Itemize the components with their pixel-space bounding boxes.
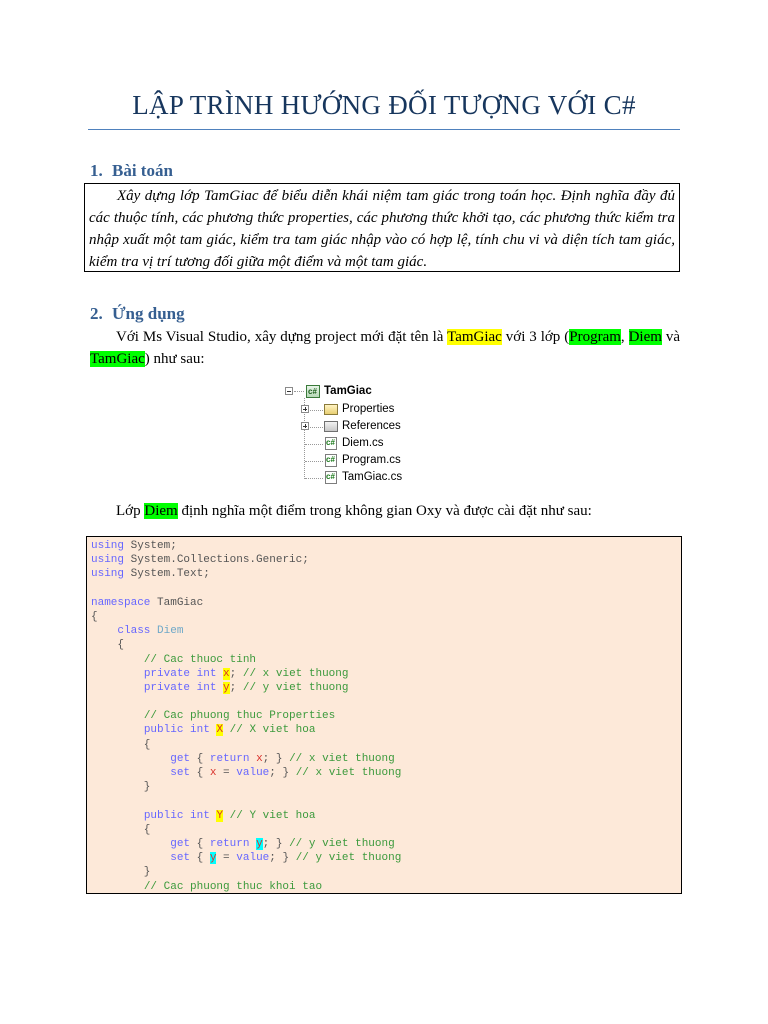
diem-intro-paragraph <box>90 500 680 522</box>
problem-text: Xây dựng lớp TamGiac để biểu diễn khái niệm tam giác trong toán học. Định nghĩa đầy đủ các thuộc tính, các phương thức properties, các phương thức khởi tạo, các phương thức kiểm tra nhập xuất một tam giác, kiểm tra tam giác nhập vào có hợp lệ, tính chu vi và diện tích tam giác, kiểm tra vị trí tương đối giữa một điểm và một tam giác. <box>89 188 675 270</box>
code-text: ; } <box>262 837 290 850</box>
code-line <box>91 837 681 851</box>
code-listing <box>86 536 682 894</box>
code-line: { <box>91 639 125 652</box>
code-keyword: value <box>236 852 270 865</box>
text-run: định nghĩa một điểm trong không gian Oxy và được cài đặt như sau: <box>177 503 592 519</box>
problem-statement-box <box>84 183 680 272</box>
code-comment: // Cac phuong thuc khoi tao <box>143 880 323 893</box>
code-keyword: set <box>170 767 191 779</box>
tree-item-label: TamGiac <box>324 385 372 397</box>
tree-guide-line <box>305 444 323 445</box>
code-field-highlight: x <box>223 667 230 680</box>
highlight-class-program: Program <box>569 329 621 345</box>
expand-icon[interactable] <box>301 405 309 413</box>
code-line <box>91 752 681 766</box>
code-field-highlight: y <box>209 852 217 865</box>
section-number: 2. <box>90 304 103 323</box>
code-keyword: using <box>91 540 125 552</box>
csharp-project-icon <box>306 385 320 398</box>
tree-guide-line <box>305 461 323 462</box>
code-line <box>91 851 681 865</box>
code-keyword: return <box>209 752 250 765</box>
code-line <box>91 553 681 567</box>
tree-guide-line <box>305 478 323 479</box>
code-text <box>223 810 230 822</box>
tree-item-label: Properties <box>342 403 395 415</box>
references-folder-icon <box>324 421 338 432</box>
code-field: x <box>256 752 263 765</box>
code-text: System.Text; <box>124 568 210 581</box>
code-comment: // x viet thuong <box>242 667 349 680</box>
code-line: { <box>91 823 151 836</box>
code-line: { <box>91 738 151 751</box>
solution-explorer-tree <box>284 381 434 487</box>
code-keyword: private int <box>143 667 217 680</box>
code-keyword: get <box>170 837 191 850</box>
code-line <box>91 667 681 681</box>
section-title: Bài toán <box>112 161 173 180</box>
code-line <box>91 880 681 894</box>
tree-item-label: Diem.cs <box>342 437 384 449</box>
text-run: , <box>620 329 629 345</box>
code-keyword: namespace <box>91 596 151 609</box>
code-indent <box>91 668 144 680</box>
code-text: = <box>216 767 237 779</box>
code-field-highlight: y <box>256 837 263 850</box>
code-line <box>91 709 681 723</box>
code-indent <box>91 838 170 850</box>
code-indent <box>91 710 144 722</box>
text-run: Với Ms Visual Studio, xây dựng project mới đặt tên là <box>116 329 448 345</box>
code-indent <box>91 724 144 736</box>
highlight-class-diem: Diem <box>628 329 662 345</box>
code-field: x <box>209 767 217 779</box>
expand-icon[interactable] <box>301 422 309 430</box>
code-keyword: class <box>117 625 151 638</box>
code-text: System; <box>124 540 177 552</box>
code-text: TamGiac <box>150 596 204 609</box>
code-field-highlight: y <box>223 681 230 694</box>
code-keyword: using <box>91 568 125 581</box>
code-property-highlight: Y <box>216 809 224 822</box>
code-text: { <box>190 767 210 779</box>
csharp-file-icon <box>325 437 337 450</box>
code-text: ; } <box>262 752 290 765</box>
code-line <box>91 624 681 638</box>
code-line <box>91 653 681 667</box>
code-text: ; <box>229 667 243 680</box>
code-keyword: using <box>91 554 125 567</box>
code-keyword: get <box>170 752 191 765</box>
highlight-class-diem: Diem <box>144 503 178 519</box>
page-title: LẬP TRÌNH HƯỚNG ĐỐI TƯỢNG VỚI C# <box>132 90 636 120</box>
code-comment: // Cac thuoc tinh <box>143 653 257 666</box>
code-text: { <box>190 837 210 850</box>
highlight-project-name: TamGiac <box>447 329 502 345</box>
code-indent <box>91 753 170 765</box>
code-indent <box>91 654 144 666</box>
code-line-blank <box>91 582 681 596</box>
code-line <box>91 539 681 553</box>
text-run: với 3 lớp ( <box>501 329 570 345</box>
code-indent <box>91 625 117 637</box>
intro-paragraph <box>90 326 680 370</box>
code-text: { <box>190 752 210 765</box>
code-line <box>91 596 681 610</box>
code-comment: // Y viet hoa <box>229 809 316 822</box>
code-keyword: public int <box>143 809 210 822</box>
code-line-blank <box>91 794 681 808</box>
title-rule <box>88 129 680 130</box>
code-keyword: set <box>170 852 191 865</box>
code-indent <box>91 881 144 893</box>
code-property-highlight: X <box>216 724 224 737</box>
collapse-icon[interactable] <box>285 387 293 395</box>
tree-item-label: TamGiac.cs <box>342 471 403 483</box>
code-line <box>91 766 681 780</box>
tree-item-label: References <box>342 420 401 432</box>
code-keyword: private int <box>143 681 217 694</box>
csharp-file-icon <box>325 454 337 467</box>
section-title: Ứng dụng <box>112 304 185 323</box>
code-line <box>91 681 681 695</box>
code-comment: // y viet thuong <box>295 852 402 865</box>
code-line-blank <box>91 695 681 709</box>
code-text <box>223 724 230 736</box>
section-number: 1. <box>90 161 103 180</box>
code-keyword: value <box>236 767 270 779</box>
code-text: ; } <box>269 767 296 779</box>
code-text: System.Collections.Generic; <box>124 554 309 567</box>
properties-folder-icon <box>324 404 338 415</box>
csharp-file-icon <box>325 471 337 484</box>
code-text: ; } <box>269 852 296 865</box>
code-keyword: return <box>209 837 250 850</box>
code-indent <box>91 682 144 694</box>
code-line <box>91 723 681 737</box>
code-comment: // Cac phuong thuc Properties <box>143 710 336 723</box>
section-heading-1 <box>90 161 173 181</box>
highlight-class-tamgiac: TamGiac <box>90 351 145 367</box>
code-comment: // y viet thuong <box>242 681 349 694</box>
code-comment: // X viet hoa <box>229 724 316 737</box>
text-run: ) như sau: <box>144 351 205 367</box>
code-keyword: public int <box>143 724 210 737</box>
code-text: = <box>216 852 237 865</box>
code-text: ; <box>229 681 243 694</box>
tree-item-label: Program.cs <box>342 454 401 466</box>
code-line: } <box>91 781 151 794</box>
text-run: và <box>661 329 680 345</box>
code-comment: // y viet thuong <box>289 837 395 850</box>
code-line <box>91 809 681 823</box>
text-run: Lớp <box>116 503 145 519</box>
code-comment: // x viet thuong <box>295 767 402 779</box>
tree-guide-line <box>294 391 304 392</box>
code-line: { <box>91 610 98 623</box>
code-comment: // x viet thuong <box>289 752 395 765</box>
code-indent <box>91 852 170 864</box>
code-line: } <box>91 866 151 879</box>
code-line <box>91 567 681 581</box>
code-indent <box>91 810 144 822</box>
code-type-name: Diem <box>157 625 184 638</box>
code-text: { <box>190 852 210 865</box>
code-indent <box>91 767 170 779</box>
section-heading-2 <box>90 304 185 324</box>
